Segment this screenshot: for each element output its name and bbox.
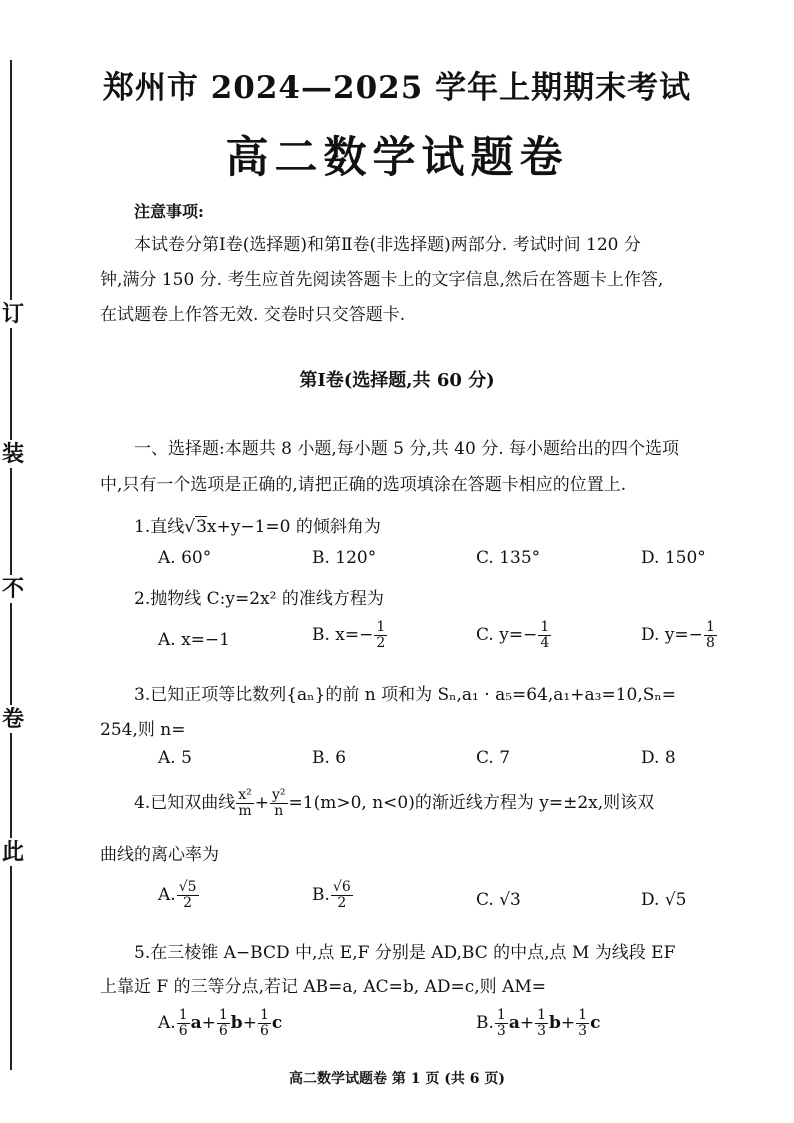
notice-heading: 注意事项: [134, 202, 204, 221]
fraction: $\frac{\text{y²}}{n}$ [272, 787, 286, 819]
exam-title: 郑州市 2024—2025 学年上期期末考试 [102, 70, 692, 106]
option-b: B. x=− $\frac{1}{2}$ [312, 619, 386, 651]
page-footer: 高二数学试题卷 第 1 页 (共 6 页) [289, 1071, 505, 1087]
question-3-cont: 254,则 n= [100, 720, 186, 740]
question-4-cont: 曲线的离心率为 [100, 845, 219, 865]
fraction: $\frac{\text{x²}}{m}$ [238, 787, 252, 819]
option-b: B. $\frac{√6}{2}$ [312, 879, 351, 911]
option-b: B. 6 [312, 748, 347, 768]
option-c: C. y=− $\frac{1}{4}$ [476, 619, 550, 651]
fraction: $\frac{√6}{2}$ [332, 879, 351, 911]
binding-char: 不 [2, 576, 25, 602]
option-a: A. x=−1 [158, 630, 230, 650]
question-2: 2.抛物线 C:y=2x² 的准线方程为 [134, 589, 384, 609]
option-a: A. 60° [158, 548, 212, 568]
sqrt-symbol: √3 [184, 517, 207, 537]
fraction: $\frac{1}{6}$ [259, 1007, 269, 1039]
option-a: A. $\frac{√5}{2}$ [158, 879, 197, 911]
question-3: 3.已知正项等比数列{aₙ}的前 n 项和为 Sₙ,a₁ · a₅=64,a₁+a₃=10,Sₙ= [134, 685, 676, 705]
question-5: 5.在三棱锥 A−BCD 中,点 E,F 分别是 AD,BC 的中点,点 M 为线段 EF [134, 943, 676, 963]
binding-char: 订 [2, 301, 25, 327]
fraction: $\frac{1}{6}$ [218, 1007, 228, 1039]
binding-line [10, 60, 12, 1070]
option-c: C. 7 [476, 748, 511, 768]
fraction: $\frac{1}{2}$ [376, 619, 386, 651]
binding-char: 装 [2, 441, 25, 467]
question-1: 1.直线√3x+y−1=0 的倾斜角为 [134, 517, 381, 537]
section-title: 第Ⅰ卷(选择题,共 60 分) [299, 370, 495, 391]
notice-line: 本试卷分第Ⅰ卷(选择题)和第Ⅱ卷(非选择题)两部分. 考试时间 120 分 [134, 235, 641, 255]
option-c: C. 135° [476, 548, 541, 568]
binding-char: 卷 [2, 706, 25, 732]
fraction: $\frac{1}{3}$ [496, 1007, 506, 1039]
question-5-cont: 上靠近 F 的三等分点,若记 AB=a, AC=b, AD=c,则 AM= [100, 977, 546, 997]
option-c: C. √3 [476, 890, 521, 910]
fraction: $\frac{1}{4}$ [540, 619, 550, 651]
notice-line: 钟,满分 150 分. 考生应首先阅读答题卡上的文字信息,然后在答题卡上作答, [100, 270, 664, 290]
fraction: $\frac{1}{3}$ [537, 1007, 547, 1039]
option-d: D. √5 [641, 890, 687, 910]
binding-char: 此 [2, 839, 25, 865]
option-b: B. $\frac{1}{3}$ a+ $\frac{1}{3}$ b+ $\frac{1}{3}$ c [476, 1007, 601, 1039]
fraction: $\frac{1}{8}$ [705, 619, 715, 651]
part-instruction: 一、选择题:本题共 8 小题,每小题 5 分,共 40 分. 每小题给出的四个选项 [134, 439, 680, 459]
option-a: A. 5 [158, 748, 192, 768]
option-b: B. 120° [312, 548, 377, 568]
option-d: D. y=− $\frac{1}{8}$ [641, 619, 715, 651]
fraction: $\frac{√5}{2}$ [178, 879, 197, 911]
question-4: 4.已知双曲线 $\frac{\text{x²}}{m}$ + $\frac{\text{y²}}{n}$ =1(m>0, n<0)的渐近线方程为 y=±2x,则该双 [134, 787, 655, 819]
part-instruction: 中,只有一个选项是正确的,请把正确的选项填涂在答题卡相应的位置上. [100, 475, 627, 495]
option-d: D. 8 [641, 748, 676, 768]
fraction: $\frac{1}{6}$ [178, 1007, 188, 1039]
option-a: A. $\frac{1}{6}$ a+ $\frac{1}{6}$ b+ $\frac{1}{6}$ c [158, 1007, 283, 1039]
fraction: $\frac{1}{3}$ [578, 1007, 588, 1039]
paper-title: 高二数学试题卷 [225, 133, 569, 183]
notice-line: 在试题卷上作答无效. 交卷时只交答题卡. [100, 305, 406, 325]
option-d: D. 150° [641, 548, 706, 568]
